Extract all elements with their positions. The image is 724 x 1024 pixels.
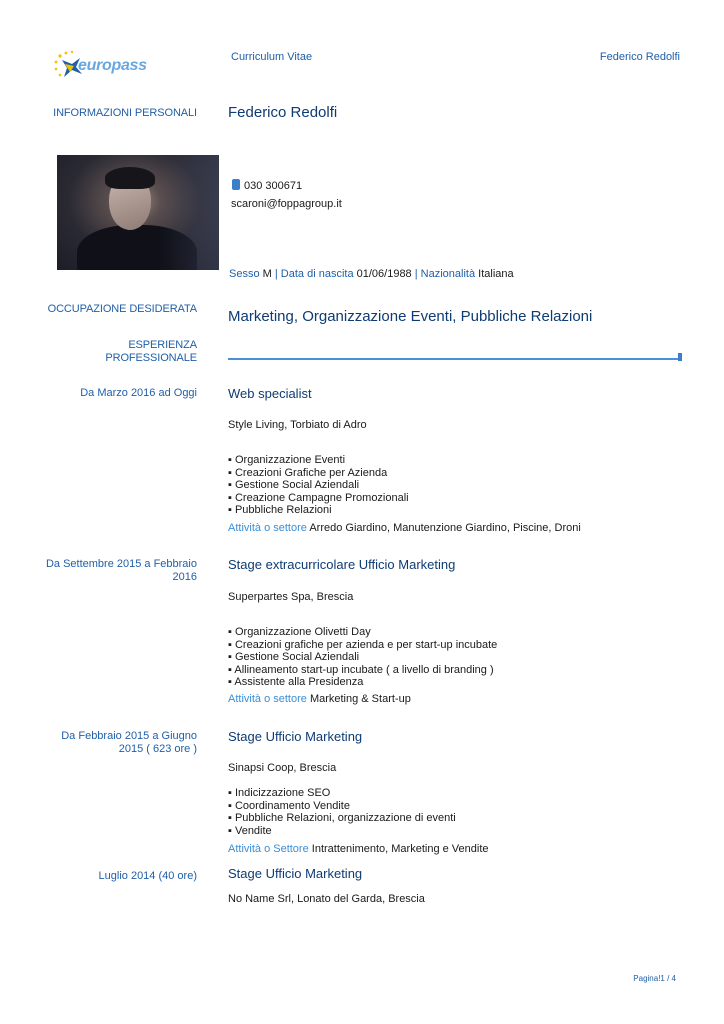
list-item: ▪ Assistente alla Presidenza (228, 676, 497, 689)
list-item: ▪ Pubbliche Relazioni, organizzazione di eventi (228, 812, 456, 825)
exp3-bullets (228, 787, 456, 837)
europass-logo (52, 50, 152, 82)
list-item: ▪ Vendite (228, 825, 456, 838)
phone-row (232, 179, 302, 192)
exp1-sector: Attività o settore Arredo Giardino, Manutenzione Giardino, Piscine, Droni (228, 522, 581, 534)
exp1-bullets (228, 454, 409, 517)
exp4-company: No Name Srl, Lonato del Garda, Brescia (228, 893, 425, 905)
list-item: ▪ Creazioni Grafiche per Azienda (228, 467, 409, 480)
list-item: ▪ Pubbliche Relazioni (228, 504, 409, 517)
exp3-title: Stage Ufficio Marketing (228, 729, 363, 744)
page-number: Pagina!1 / 4 (633, 974, 676, 983)
exp3-date: Da Febbraio 2015 a Giugno 2015 ( 623 ore ) (61, 730, 197, 755)
list-item: ▪ Gestione Social Aziendali (228, 479, 409, 492)
list-item: ▪ Coordinamento Vendite (228, 800, 456, 813)
exp2-sector: Attività o settore Marketing & Start-up (228, 693, 411, 705)
list-item: ▪ Creazione Campagne Promozionali (228, 492, 409, 505)
section-divider (228, 358, 680, 360)
full-name: Federico Redolfi (228, 104, 338, 121)
europass-logo-text: europass (78, 57, 147, 74)
exp1-company: Style Living, Torbiato di Adro (228, 419, 367, 431)
exp1-date: Da Marzo 2016 ad Oggi (80, 387, 197, 399)
header-name: Federico Redolfi (599, 51, 680, 63)
list-item: ▪ Organizzazione Olivetti Day (228, 626, 497, 639)
phone-icon (232, 179, 240, 190)
exp3-company: Sinapsi Coop, Brescia (228, 762, 337, 774)
exp4-date: Luglio 2014 (40 ore) (98, 870, 197, 882)
exp2-bullets (228, 626, 497, 689)
list-item: ▪ Gestione Social Aziendali (228, 651, 497, 664)
email[interactable]: scaroni@foppagroup.it (231, 198, 342, 210)
occupation-label: OCCUPAZIONE DESIDERATA (47, 303, 197, 315)
exp2-title: Stage extracurricolare Ufficio Marketing (228, 557, 456, 572)
doc-type: Curriculum Vitae (231, 51, 313, 63)
exp2-company: Superpartes Spa, Brescia (228, 591, 354, 603)
profile-photo (57, 155, 219, 270)
section-divider-end (678, 353, 682, 361)
list-item: ▪ Creazioni grafiche per azienda e per start-up incubate (228, 639, 497, 652)
occupation-value: Marketing, Organizzazione Eventi, Pubbliche Relazioni (228, 308, 593, 325)
personal-details: Sesso M | Data di nascita 01/06/1988 | Nazionalità Italiana (229, 268, 514, 280)
exp1-title: Web specialist (228, 386, 312, 401)
experience-label: ESPERIENZA PROFESSIONALE (105, 339, 197, 364)
exp2-date: Da Settembre 2015 a Febbraio 2016 (45, 558, 197, 583)
list-item: ▪ Indicizzazione SEO (228, 787, 456, 800)
exp4-title: Stage Ufficio Marketing (228, 866, 363, 881)
list-item: ▪ Allineamento start-up incubate ( a livello di branding ) (228, 664, 497, 677)
phone-number: 030 300671 (244, 180, 303, 192)
personal-info-label: INFORMAZIONI PERSONALI (53, 107, 197, 119)
list-item: ▪ Organizzazione Eventi (228, 454, 409, 467)
exp3-sector: Attività o Settore Intrattenimento, Marketing e Vendite (228, 843, 489, 855)
